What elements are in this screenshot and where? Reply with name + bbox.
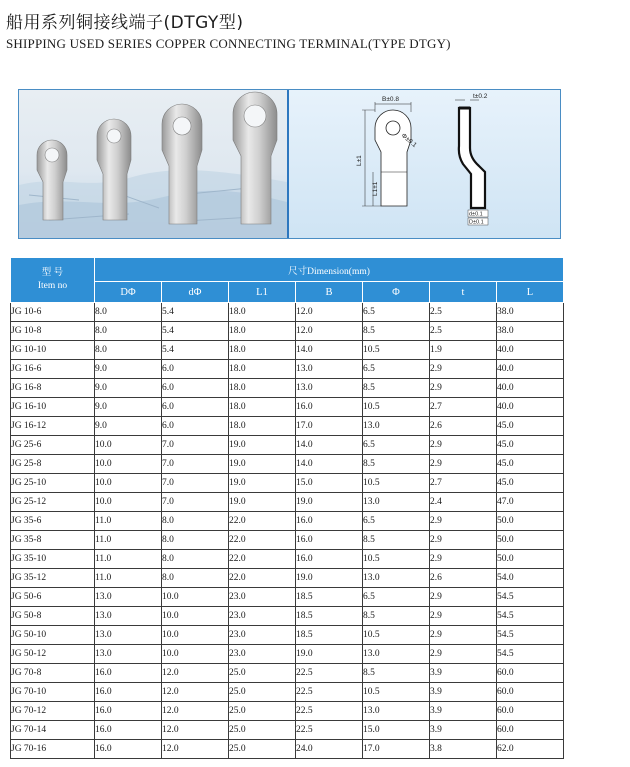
dimension-cell: 10.5: [363, 550, 430, 569]
dimension-cell: 8.5: [363, 664, 430, 683]
dimension-cell: 10.0: [162, 588, 229, 607]
dimension-cell: 8.0: [162, 569, 229, 588]
table-row: [11, 512, 564, 531]
dimension-cell: 54.5: [497, 588, 564, 607]
dimension-cell: 25.0: [229, 664, 296, 683]
dimension-cell: 6.0: [162, 379, 229, 398]
dimension-cell: 10.5: [363, 626, 430, 645]
item-no-cell: JG 10-8: [11, 322, 95, 341]
dimension-cell: 17.0: [296, 417, 363, 436]
dimension-cell: 62.0: [497, 740, 564, 759]
table-row: [11, 645, 564, 664]
dimension-cell: 25.0: [229, 702, 296, 721]
product-photo: [19, 90, 287, 238]
dimension-cell: 2.5: [430, 322, 497, 341]
table-row: [11, 569, 564, 588]
dim-label-B: B±0.8: [382, 96, 399, 103]
dimension-cell: 9.0: [95, 379, 162, 398]
item-no-cell: JG 70-14: [11, 721, 95, 740]
dimension-cell: 11.0: [95, 550, 162, 569]
dimension-cell: 8.5: [363, 607, 430, 626]
dimension-cell: 7.0: [162, 474, 229, 493]
dimension-cell: 18.0: [229, 303, 296, 322]
dimension-cell: 12.0: [296, 303, 363, 322]
dimension-cell: 40.0: [497, 360, 564, 379]
dimension-cell: 14.0: [296, 341, 363, 360]
dimension-cell: 16.0: [296, 550, 363, 569]
dimension-cell: 25.0: [229, 683, 296, 702]
dimension-cell: 2.9: [430, 379, 497, 398]
item-no-cell: JG 25-12: [11, 493, 95, 512]
dimension-table: [10, 257, 564, 759]
column-header: DΦ: [95, 282, 162, 303]
dimension-cell: 13.0: [296, 379, 363, 398]
dimension-cell: 11.0: [95, 512, 162, 531]
item-no-cell: JG 16-8: [11, 379, 95, 398]
table-row: [11, 588, 564, 607]
dimension-cell: 10.5: [363, 398, 430, 417]
dimension-cell: 18.0: [229, 398, 296, 417]
table-row: [11, 379, 564, 398]
dimension-cell: 5.4: [162, 322, 229, 341]
dimension-cell: 23.0: [229, 645, 296, 664]
column-header: Φ: [363, 282, 430, 303]
item-no-cell: JG 16-12: [11, 417, 95, 436]
dimension-cell: 19.0: [229, 455, 296, 474]
dimension-cell: 13.0: [363, 493, 430, 512]
dimension-cell: 40.0: [497, 398, 564, 417]
dimension-cell: 38.0: [497, 303, 564, 322]
dimension-cell: 2.9: [430, 626, 497, 645]
dimension-cell: 18.0: [229, 379, 296, 398]
dimension-cell: 45.0: [497, 436, 564, 455]
dimension-cell: 12.0: [162, 721, 229, 740]
table-row: [11, 303, 564, 322]
item-no-cell: JG 16-10: [11, 398, 95, 417]
dimension-cell: 60.0: [497, 664, 564, 683]
dimension-cell: 1.9: [430, 341, 497, 360]
dimension-table-body: [11, 303, 564, 759]
dimension-cell: 3.8: [430, 740, 497, 759]
dim-label-D: D±0.1: [469, 219, 484, 226]
dimension-cell: 22.0: [229, 531, 296, 550]
table-row: [11, 360, 564, 379]
dimension-cell: 45.0: [497, 417, 564, 436]
dim-label-t: t±0.2: [473, 93, 488, 100]
dimension-cell: 6.0: [162, 360, 229, 379]
table-row: [11, 683, 564, 702]
dimension-cell: 12.0: [162, 740, 229, 759]
dimension-cell: 13.0: [95, 607, 162, 626]
item-no-cell: JG 50-10: [11, 626, 95, 645]
dimension-cell: 54.5: [497, 645, 564, 664]
item-no-cell: JG 35-6: [11, 512, 95, 531]
table-row: [11, 493, 564, 512]
dimension-cell: 8.0: [95, 303, 162, 322]
dimension-cell: 24.0: [296, 740, 363, 759]
dimension-cell: 23.0: [229, 607, 296, 626]
dimension-cell: 40.0: [497, 379, 564, 398]
dimension-cell: 3.9: [430, 721, 497, 740]
dimension-cell: 2.9: [430, 531, 497, 550]
dimension-cell: 8.0: [162, 512, 229, 531]
dimension-cell: 6.5: [363, 303, 430, 322]
dimension-cell: 2.9: [430, 436, 497, 455]
dimension-cell: 6.5: [363, 588, 430, 607]
table-row: [11, 322, 564, 341]
table-row: [11, 474, 564, 493]
dimension-cell: 18.5: [296, 607, 363, 626]
dimension-cell: 50.0: [497, 550, 564, 569]
item-no-cell: JG 70-12: [11, 702, 95, 721]
table-row: [11, 455, 564, 474]
dimension-cell: 18.0: [229, 341, 296, 360]
table-row: [11, 341, 564, 360]
column-header: t: [430, 282, 497, 303]
page-title-chinese: 船用系列铜接线端子(DTGY型): [6, 13, 244, 33]
dimension-cell: 2.9: [430, 645, 497, 664]
dimension-cell: 14.0: [296, 455, 363, 474]
dimension-cell: 22.5: [296, 721, 363, 740]
dim-label-d: d±0.1: [469, 211, 483, 218]
dimension-cell: 8.5: [363, 322, 430, 341]
dimension-cell: 54.5: [497, 607, 564, 626]
dimension-cell: 45.0: [497, 455, 564, 474]
dimension-cell: 8.5: [363, 455, 430, 474]
dimension-cell: 23.0: [229, 626, 296, 645]
item-no-cell: JG 35-12: [11, 569, 95, 588]
dimension-cell: 7.0: [162, 436, 229, 455]
dimension-cell: 60.0: [497, 721, 564, 740]
dimension-cell: 2.9: [430, 550, 497, 569]
dimension-cell: 13.0: [363, 645, 430, 664]
item-no-header: [11, 258, 95, 303]
dimension-cell: 9.0: [95, 398, 162, 417]
dimension-cell: 18.0: [229, 322, 296, 341]
dimension-cell: 6.5: [363, 360, 430, 379]
item-no-cell: JG 50-12: [11, 645, 95, 664]
dimension-cell: 18.0: [229, 360, 296, 379]
item-no-cell: JG 50-8: [11, 607, 95, 626]
dimension-cell: 60.0: [497, 683, 564, 702]
dimension-cell: 22.5: [296, 664, 363, 683]
item-no-cell: JG 70-16: [11, 740, 95, 759]
dim-label-L: L±1: [356, 155, 363, 166]
dimension-cell: 14.0: [296, 436, 363, 455]
dimension-cell: 3.9: [430, 683, 497, 702]
dimension-cell: 25.0: [229, 721, 296, 740]
dimension-cell: 22.0: [229, 569, 296, 588]
table-row: [11, 664, 564, 683]
dimension-cell: 16.0: [95, 740, 162, 759]
dimension-cell: 12.0: [162, 702, 229, 721]
dimension-cell: 2.4: [430, 493, 497, 512]
dimension-cell: 6.0: [162, 417, 229, 436]
dimension-cell: 10.0: [162, 626, 229, 645]
dimension-cell: 22.5: [296, 702, 363, 721]
dimension-cell: 12.0: [296, 322, 363, 341]
dimension-cell: 19.0: [229, 493, 296, 512]
table-row: [11, 436, 564, 455]
dimension-cell: 16.0: [95, 664, 162, 683]
dimension-cell: 10.0: [162, 645, 229, 664]
dimension-cell: 50.0: [497, 531, 564, 550]
column-header: L1: [229, 282, 296, 303]
dimension-cell: 16.0: [95, 683, 162, 702]
dimension-cell: 2.7: [430, 398, 497, 417]
page-title-english: SHIPPING USED SERIES COPPER CONNECTING TERMINAL(TYPE DTGY): [6, 36, 451, 51]
item-no-cell: JG 35-8: [11, 531, 95, 550]
dimension-cell: 7.0: [162, 493, 229, 512]
dimension-cell: 10.5: [363, 683, 430, 702]
dimension-cell: 10.5: [363, 474, 430, 493]
dimension-cell: 13.0: [363, 417, 430, 436]
table-row: [11, 702, 564, 721]
dimension-cell: 22.0: [229, 512, 296, 531]
technical-drawing: [289, 90, 560, 238]
dimension-cell: 22.0: [229, 550, 296, 569]
dimension-cell: 13.0: [95, 588, 162, 607]
column-header: dΦ: [162, 282, 229, 303]
dimension-cell: 23.0: [229, 588, 296, 607]
dimension-cell: 19.0: [296, 569, 363, 588]
dimension-cell: 47.0: [497, 493, 564, 512]
dim-label-phi: Φ±0.1: [399, 132, 418, 149]
dimension-cell: 19.0: [296, 493, 363, 512]
dimension-cell: 10.5: [363, 341, 430, 360]
dimension-cell: 5.4: [162, 341, 229, 360]
dimension-cell: 25.0: [229, 740, 296, 759]
table-row: [11, 626, 564, 645]
dimension-cell: 19.0: [229, 436, 296, 455]
dimension-cell: 12.0: [162, 683, 229, 702]
item-no-cell: JG 50-6: [11, 588, 95, 607]
dimension-cell: 13.0: [363, 569, 430, 588]
dimension-cell: 8.0: [162, 531, 229, 550]
dimension-cell: 18.0: [229, 417, 296, 436]
dimension-cell: 9.0: [95, 360, 162, 379]
dimension-cell: 16.0: [95, 721, 162, 740]
column-header: L: [497, 282, 564, 303]
dimension-cell: 12.0: [162, 664, 229, 683]
dimension-cell: 19.0: [296, 645, 363, 664]
dimension-cell: 13.0: [95, 626, 162, 645]
dimension-cell: 16.0: [296, 531, 363, 550]
table-row: [11, 417, 564, 436]
dimension-header: 尺寸Dimension(mm): [95, 258, 564, 282]
dimension-cell: 6.5: [363, 512, 430, 531]
dimension-cell: 16.0: [95, 702, 162, 721]
item-no-header-en: Item no: [37, 281, 68, 291]
dimension-cell: 13.0: [95, 645, 162, 664]
dimension-cell: 10.0: [95, 493, 162, 512]
dimension-cell: 8.0: [95, 341, 162, 360]
dimension-cell: 13.0: [296, 360, 363, 379]
dimension-cell: 2.9: [430, 588, 497, 607]
table-row: [11, 721, 564, 740]
item-no-cell: JG 25-6: [11, 436, 95, 455]
dimension-cell: 7.0: [162, 455, 229, 474]
item-no-cell: JG 70-10: [11, 683, 95, 702]
column-header: B: [296, 282, 363, 303]
dimension-cell: 60.0: [497, 702, 564, 721]
table-row: [11, 607, 564, 626]
dimension-cell: 10.0: [162, 607, 229, 626]
dimension-cell: 10.0: [95, 474, 162, 493]
table-row: [11, 531, 564, 550]
dimension-cell: 2.7: [430, 474, 497, 493]
dimension-cell: 13.0: [363, 702, 430, 721]
dimension-cell: 54.0: [497, 569, 564, 588]
dimension-cell: 8.0: [162, 550, 229, 569]
dimension-cell: 2.9: [430, 455, 497, 474]
table-row: [11, 550, 564, 569]
item-no-cell: JG 10-6: [11, 303, 95, 322]
dimension-cell: 2.9: [430, 607, 497, 626]
table-row: [11, 398, 564, 417]
dimension-cell: 18.5: [296, 588, 363, 607]
dimension-cell: 16.0: [296, 512, 363, 531]
dimension-cell: 18.5: [296, 626, 363, 645]
dimension-cell: 45.0: [497, 474, 564, 493]
dimension-cell: 16.0: [296, 398, 363, 417]
dimension-cell: 6.0: [162, 398, 229, 417]
dimension-cell: 40.0: [497, 341, 564, 360]
dimension-cell: 15.0: [296, 474, 363, 493]
table-row: [11, 740, 564, 759]
dimension-cell: 11.0: [95, 569, 162, 588]
item-no-cell: JG 25-8: [11, 455, 95, 474]
dim-label-L1: L1±1: [372, 181, 379, 196]
dimension-cell: 2.6: [430, 569, 497, 588]
copper-terminals-image: [19, 90, 287, 238]
terminal-dimension-diagram: [289, 90, 560, 238]
dimension-cell: 9.0: [95, 417, 162, 436]
dimension-cell: 19.0: [229, 474, 296, 493]
dimension-cell: 8.5: [363, 531, 430, 550]
dimension-cell: 2.9: [430, 512, 497, 531]
dimension-cell: 3.9: [430, 664, 497, 683]
item-no-header-cn: 型 号: [41, 268, 64, 278]
item-no-cell: JG 25-10: [11, 474, 95, 493]
dimension-cell: 15.0: [363, 721, 430, 740]
dimension-cell: 17.0: [363, 740, 430, 759]
item-no-cell: JG 35-10: [11, 550, 95, 569]
dimension-cell: 5.4: [162, 303, 229, 322]
item-no-cell: JG 16-6: [11, 360, 95, 379]
dimension-cell: 2.9: [430, 360, 497, 379]
product-banner: [18, 89, 561, 239]
dimension-cell: 2.6: [430, 417, 497, 436]
dimension-cell: 22.5: [296, 683, 363, 702]
dimension-cell: 54.5: [497, 626, 564, 645]
dimension-cell: 10.0: [95, 455, 162, 474]
item-no-cell: JG 70-8: [11, 664, 95, 683]
dimension-cell: 11.0: [95, 531, 162, 550]
dimension-cell: 8.5: [363, 379, 430, 398]
dimension-cell: 10.0: [95, 436, 162, 455]
dimension-cell: 8.0: [95, 322, 162, 341]
dimension-cell: 2.5: [430, 303, 497, 322]
dimension-cell: 50.0: [497, 512, 564, 531]
dimension-cell: 3.9: [430, 702, 497, 721]
item-no-cell: JG 10-10: [11, 341, 95, 360]
dimension-cell: 38.0: [497, 322, 564, 341]
dimension-cell: 6.5: [363, 436, 430, 455]
